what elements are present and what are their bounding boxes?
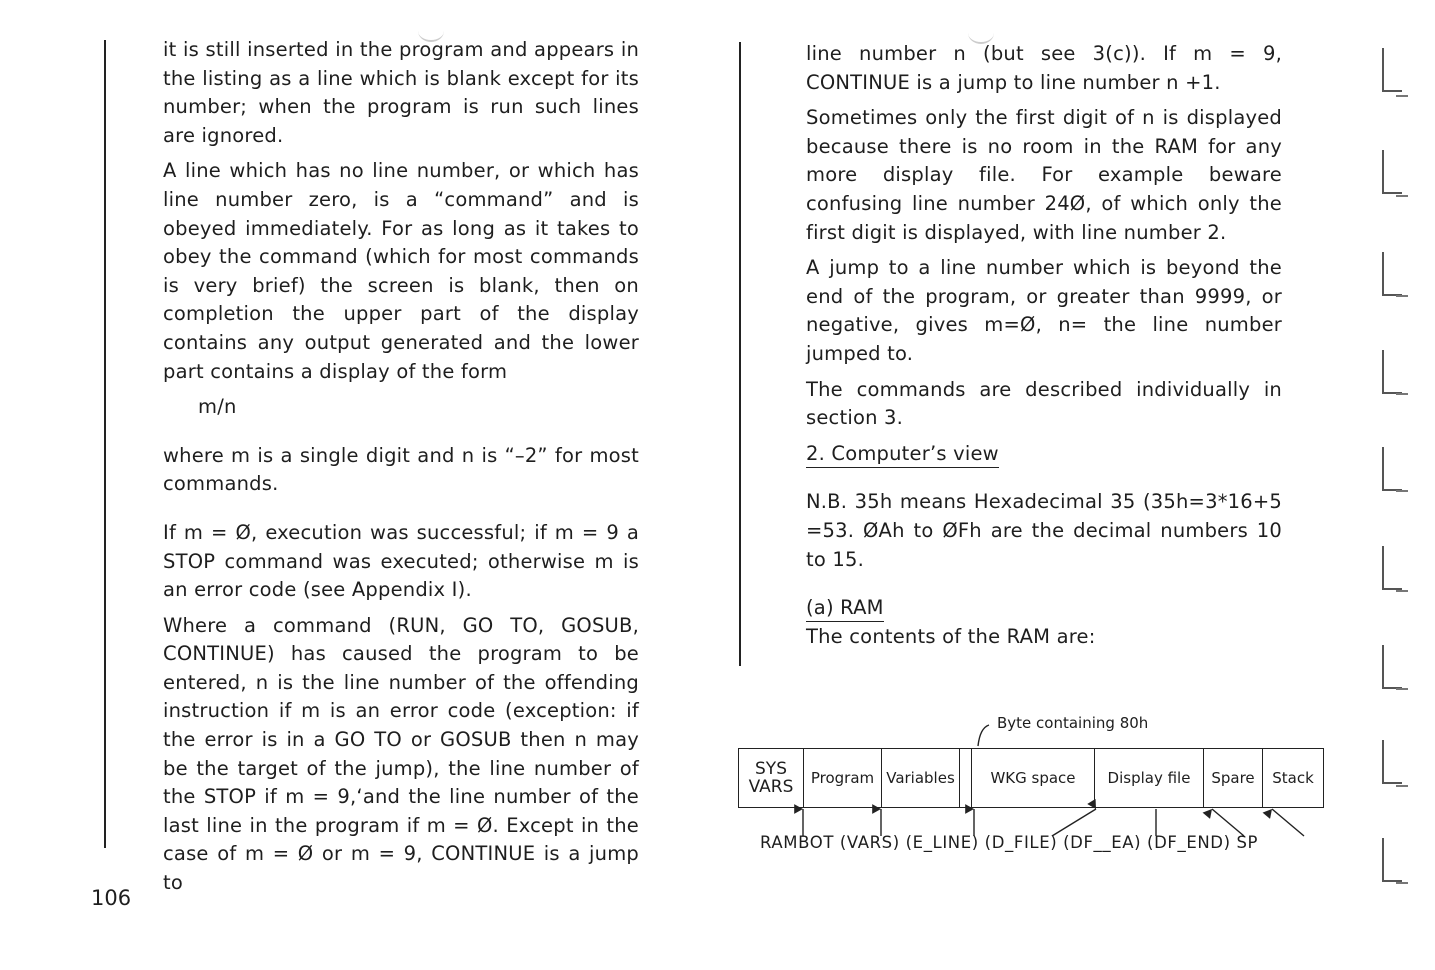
cell-sys-vars bbox=[739, 749, 804, 807]
cell-wkg-space: WKG space bbox=[972, 749, 1095, 807]
cell-display-file: Display file bbox=[1095, 749, 1204, 807]
left-paragraph-5: Where a command (RUN, GO TO, GOSUB, CONTINUE) has caused the program to be entered, n is the line number of the offending instruction if m is an error code (exception: if the error is in a GO TO or GOSUB then n may be the target of the jump), the line number of the STOP if m = 9,‘and the line number of the last line in the program if m = Ø. Except in the case of m = Ø or m = 9, CONTINUE is a jump to bbox=[163, 613, 639, 895]
formula-m-n: m/n bbox=[198, 395, 237, 419]
cell-sys-line2: VARS bbox=[748, 777, 794, 797]
ram-layout-diagram bbox=[734, 708, 1334, 858]
cell-program: Program bbox=[804, 749, 882, 807]
left-text-column bbox=[163, 36, 639, 898]
side-tick bbox=[1396, 393, 1408, 395]
right-paragraph-3: A jump to a line number which is beyond the end of the program, or greater than 9999, or negative, gives m=Ø, n= the line number jumped to. bbox=[806, 256, 1282, 365]
pointer-labels: RAMBOT (VARS) (E_LINE) (D_FILE) (DF__EA) (DF_END) SP bbox=[760, 833, 1259, 852]
cell-sys-line1: SYS bbox=[755, 759, 787, 779]
side-tick bbox=[1396, 490, 1408, 492]
side-tick bbox=[1396, 195, 1408, 197]
right-paragraph-2: Sometimes only the first digit of n is displayed because there is no room in the RAM for any more display file. For example beware confusing line number 24Ø, of which only the first digit is displayed, with line number 2. bbox=[806, 106, 1282, 244]
byte-containing-label: Byte containing 80h bbox=[997, 714, 1149, 732]
heading-ram: (a) RAM bbox=[806, 595, 884, 622]
heading-computers-view: 2. Computer’s view bbox=[806, 441, 999, 468]
right-paragraph-4: The commands are described individually in section 3. bbox=[806, 377, 1282, 430]
side-tab bbox=[1382, 350, 1402, 394]
side-tab bbox=[1382, 150, 1402, 194]
side-tab bbox=[1382, 252, 1402, 296]
side-tab bbox=[1382, 447, 1402, 491]
side-tab bbox=[1382, 645, 1402, 689]
side-tick bbox=[1396, 785, 1408, 787]
side-tab bbox=[1382, 48, 1402, 92]
left-paragraph-1: it is still inserted in the program and appears in the listing as a line which is blank except for its number; when the program is run such lines are ignored. bbox=[163, 38, 639, 147]
byte-label-pointer bbox=[978, 725, 989, 746]
cell-spare: Spare bbox=[1204, 749, 1263, 807]
right-margin-rule bbox=[739, 42, 741, 666]
left-paragraph-2: A line which has no line number, or which has line number zero, is a “command” and is obeyed immediately. For as long as it takes to obey the command (which for most commands is very brief) the screen is blank, then on completion the upper part of the display contains any output generated and the lower part contains a display of the form bbox=[163, 159, 639, 383]
left-margin-rule bbox=[104, 40, 106, 848]
right-paragraph-5: N.B. 35h means Hexadecimal 35 (35h=3*16+5 =53. ØAh to ØFh are the decimal numbers 10 to 15. bbox=[806, 490, 1282, 571]
side-tick bbox=[1396, 882, 1408, 884]
side-tab bbox=[1382, 546, 1402, 590]
arrow-sp bbox=[1272, 809, 1304, 836]
cell-variables: Variables bbox=[882, 749, 960, 807]
arrow-df-end bbox=[1212, 809, 1244, 836]
right-paragraph-1: line number n (but see 3(c)). If m = 9, CONTINUE is a jump to line number n +1. bbox=[806, 42, 1282, 94]
side-tick bbox=[1396, 295, 1408, 297]
side-tick bbox=[1396, 688, 1408, 690]
cell-end-marker-byte bbox=[960, 749, 972, 807]
ram-memory-map bbox=[738, 748, 1324, 808]
right-paragraph-6: The contents of the RAM are: bbox=[806, 624, 1096, 648]
side-tab bbox=[1382, 740, 1402, 784]
side-tick bbox=[1396, 590, 1408, 592]
page-number: 106 bbox=[91, 886, 132, 910]
right-text-column bbox=[806, 40, 1282, 651]
cell-stack: Stack bbox=[1272, 769, 1314, 787]
left-paragraph-4: If m = Ø, execution was successful; if m = 9 a STOP command was executed; otherwise m is an error code (see Appendix I). bbox=[163, 520, 639, 602]
left-paragraph-3: where m is a single digit and n is “–2” for most commands. bbox=[163, 443, 639, 496]
side-tab bbox=[1382, 838, 1402, 882]
side-tick bbox=[1396, 95, 1408, 97]
arrow-d-file bbox=[1052, 809, 1096, 836]
